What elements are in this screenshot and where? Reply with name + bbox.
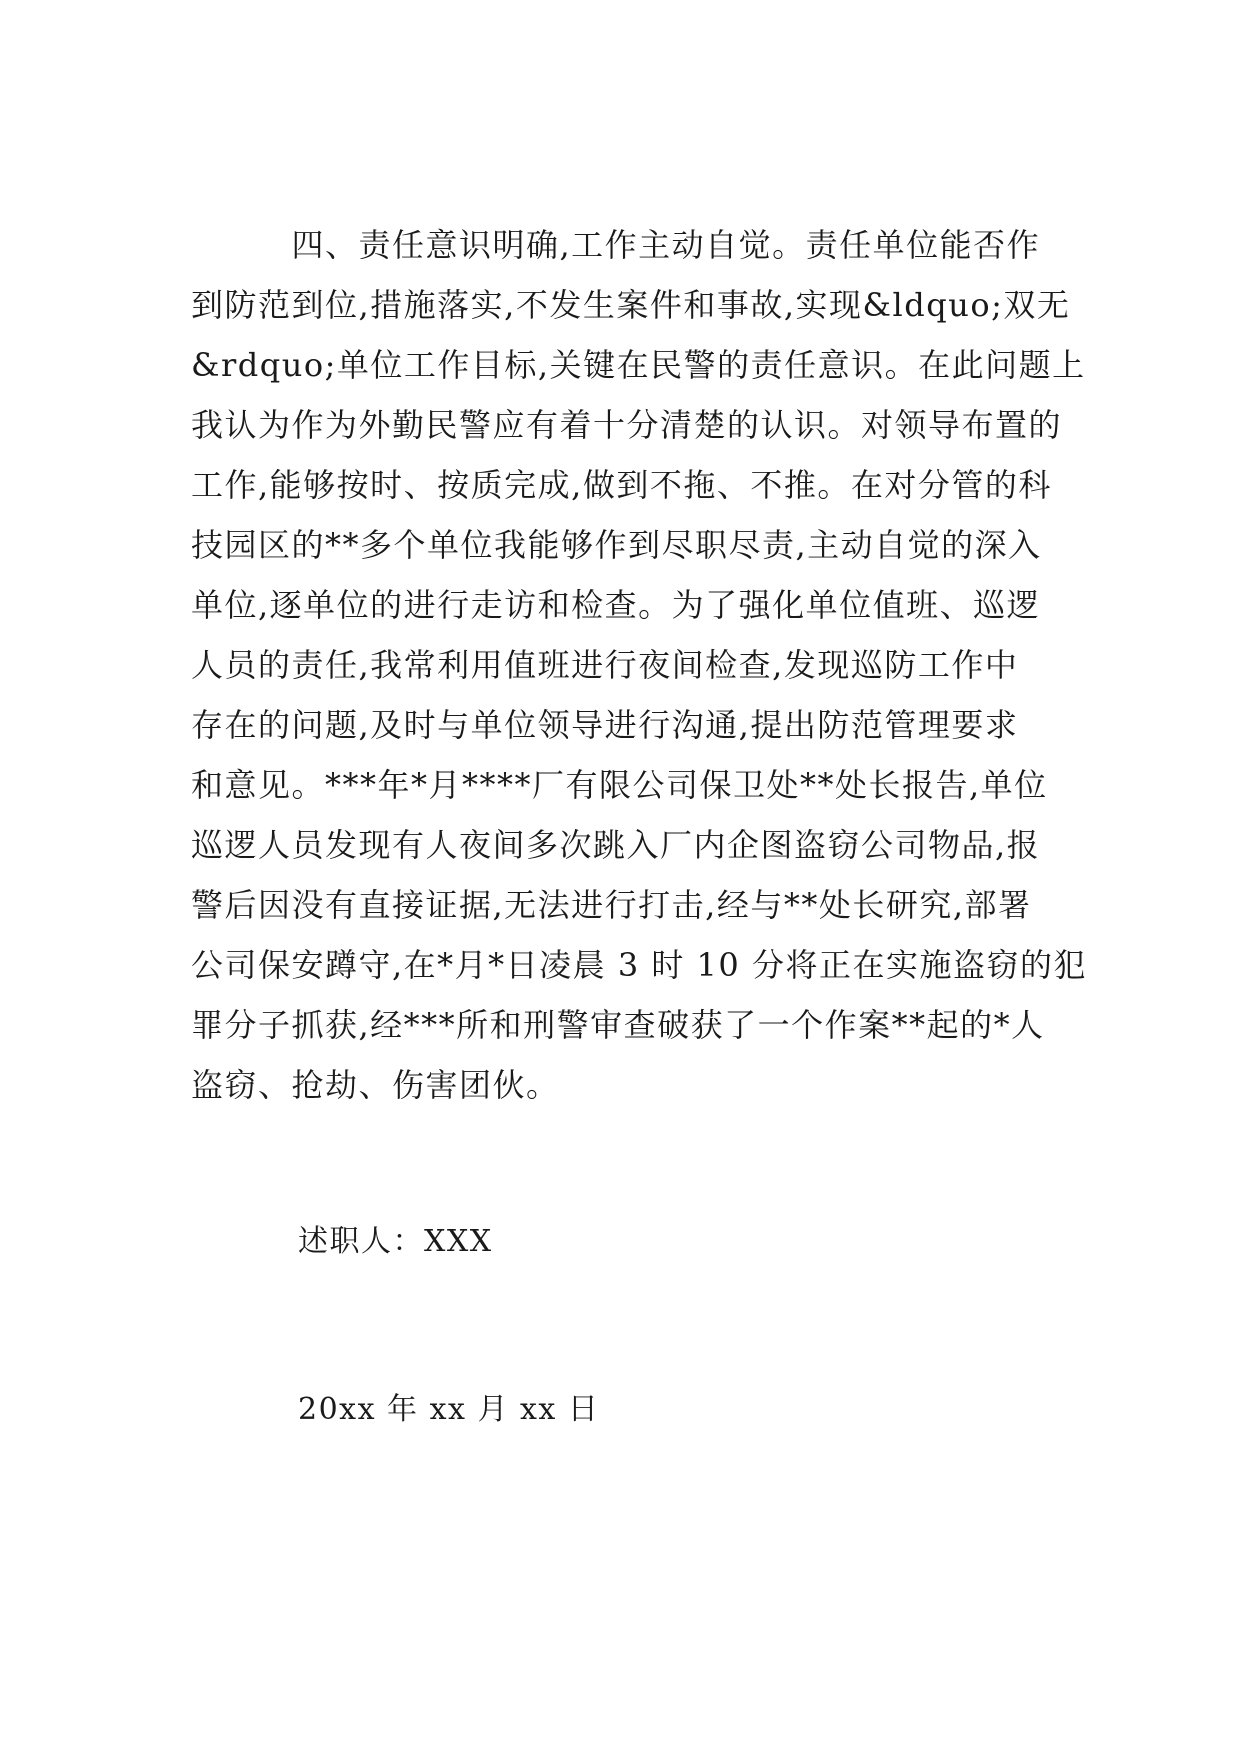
paragraph-line: 盗窃、抢劫、伤害团伙。 (191, 1066, 560, 1104)
paragraph-line: &rdquo;单位工作目标,关键在民警的责任意识。在此问题上 (191, 346, 1086, 384)
paragraph-line: 工作,能够按时、按质完成,做到不拖、不推。在对分管的科 (191, 466, 1052, 504)
paragraph-line: 罪分子抓获,经***所和刑警审查破获了一个作案**起的*人 (191, 1006, 1045, 1044)
paragraph-line: 技园区的**多个单位我能够作到尽职尽责,主动自觉的深入 (191, 526, 1042, 564)
paragraph-line: 警后因没有直接证据,无法进行打击,经与**处长研究,部署 (191, 886, 1032, 924)
body-paragraph (191, 215, 1087, 1115)
paragraph-line: 四、责任意识明确,工作主动自觉。责任单位能否作 (191, 226, 1041, 264)
paragraph-line: 人员的责任,我常利用值班进行夜间检查,发现巡防工作中 (191, 646, 1019, 684)
date-line: 20xx 年 xx 月 xx 日 (298, 1392, 600, 1427)
signer-line: 述职人：XXX (298, 1224, 493, 1259)
paragraph-line: 我认为作为外勤民警应有着十分清楚的认识。对领导布置的 (191, 406, 1063, 444)
paragraph-line: 和意见。***年*月****厂有限公司保卫处**处长报告,单位 (191, 766, 1048, 804)
paragraph-line: 存在的问题,及时与单位领导进行沟通,提出防范管理要求 (191, 706, 1019, 744)
paragraph-line: 巡逻人员发现有人夜间多次跳入厂内企图盗窃公司物品,报 (191, 826, 1041, 864)
paragraph-line: 单位,逐单位的进行走访和检查。为了强化单位值班、巡逻 (191, 586, 1041, 624)
paragraph-line: 到防范到位,措施落实,不发生案件和事故,实现&ldquo;双无 (191, 286, 1071, 324)
paragraph-line: 公司保安蹲守,在*月*日凌晨 3 时 10 分将正在实施盗窃的犯 (191, 946, 1087, 984)
